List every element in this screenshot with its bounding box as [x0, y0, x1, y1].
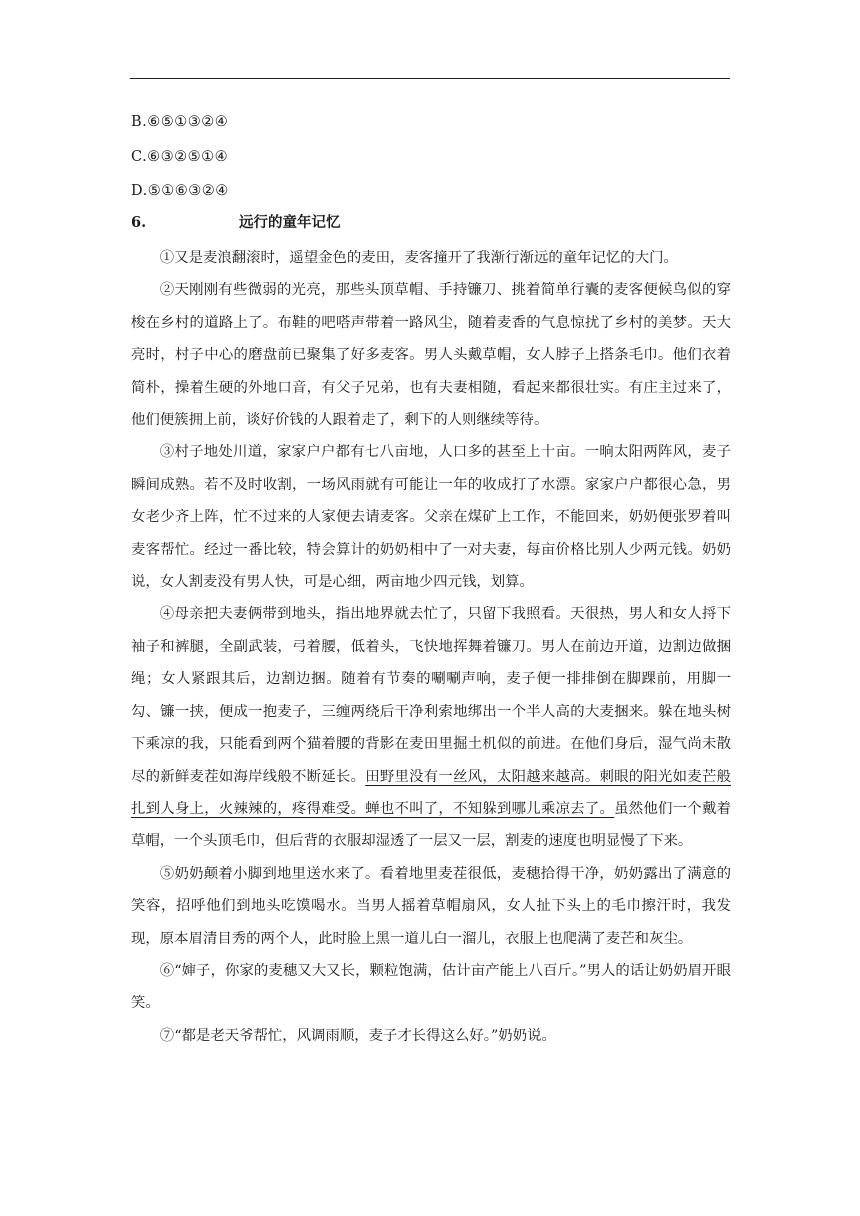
paragraph-4-part-a: ④母亲把夫妻俩带到地头，指出地界就去忙了，只留下我照看。天很热，男人和女人捋下袖子和裤腿，全副武装，弓着腰，低着头，飞快地挥舞着镰刀。男人在前边开道，边割边做捆绳；女人紧跟其后，边割边捆。随着有节奏的唰唰声响，麦子便一排排倒在脚踝前，用脚一勾、镰一挟，便成一抱麦子，三缠两绕后干净利索地绑出一个半人高的大麦捆来。躲在地头树下乘凉的我，只能看到两个猫着腰的背影在麦田里掘土机似的前进。在他们身后，湿气尚未散尽的新鲜麦茬如海岸线般不断延长。: [131, 606, 731, 785]
header-rule: [130, 78, 730, 79]
paragraph-1: ①又是麦浪翻滚时，遥望金色的麦田，麦客撞开了我渐行渐远的童年记忆的大门。: [159, 250, 678, 266]
paragraph-4-part-b: 虽然他们一个戴着草帽，一个头顶毛巾，但后背的衣服却湿透了一层又一层，割麦的速度也明显慢了下来。: [131, 800, 731, 850]
underlined-sentence: 田野里没有一丝风，太阳越来越高。刺眼的阳光如麦芒般扎到人身上，火辣辣的，疼得难受。蝉也不叫了，不知躲到哪儿乘凉去了。: [131, 768, 731, 817]
article-body: [131, 242, 731, 1052]
paragraph-2: ②天刚刚有些微弱的光亮，那些头顶草帽、手持镰刀、挑着简单行囊的麦客便候鸟似的穿梭在乡村的道路上了。布鞋的吧嗒声带着一路风尘，随着麦香的气息惊扰了乡村的美梦。天大亮时，村子中心的磨盘前已聚集了好多麦客。男人头戴草帽，女人脖子上搭条毛巾。他们衣着简朴，操着生硬的外地口音，有父子兄弟，也有夫妻相随，看起来都很壮实。有庄主过来了，他们便簇拥上前，谈好价钱的人跟着走了，剩下的人则继续等待。: [131, 282, 731, 429]
paragraph-7: ⑦“都是老天爷帮忙，风调雨顺，麦子才长得这么好。”奶奶说。: [159, 1027, 556, 1044]
paragraph-3: ③村子地处川道，家家户户都有七八亩地，人口多的甚至上十亩。一晌太阳两阵风，麦子瞬间成熟。若不及时收割，一场风雨就有可能让一年的收成打了水漂。家家户户都很心急，男女老少齐上阵，忙不过来的人家便去请麦客。父亲在煤矿上工作，不能回来，奶奶便张罗着叫麦客帮忙。经过一番比较，特会算计的奶奶相中了一对夫妻，每亩价格比别人少两元钱。奶奶说，女人割麦没有男人快，可是心细，两亩地少四元钱，划算。: [131, 444, 731, 591]
paragraph-4: [131, 598, 731, 857]
option-d: D.⑤①⑥③②④: [131, 183, 229, 199]
question-number: 6.: [131, 214, 147, 231]
option-b: B.⑥⑤①③②④: [131, 114, 229, 130]
paragraph-6: ⑥“婶子，你家的麦穗又大又长，颗粒饱满，估计亩产能上八百斤。”男人的话让奶奶眉开眼笑。: [131, 962, 731, 1012]
article-title: 远行的童年记忆: [239, 214, 341, 231]
option-c: C.⑥③②⑤①④: [131, 149, 229, 165]
question-heading: [131, 212, 731, 234]
paragraph-5: ⑤奶奶颠着小脚到地里送水来了。看着地里麦茬很低，麦穗拾得干净，奶奶露出了满意的笑容，招呼他们到地头吃馍喝水。当男人摇着草帽扇风，女人扯下头上的毛巾擦汗时，我发现，原本眉清目秀的两个人，此时脸上黑一道儿白一溜儿，衣服上也爬满了麦芒和灰尘。: [131, 865, 731, 947]
